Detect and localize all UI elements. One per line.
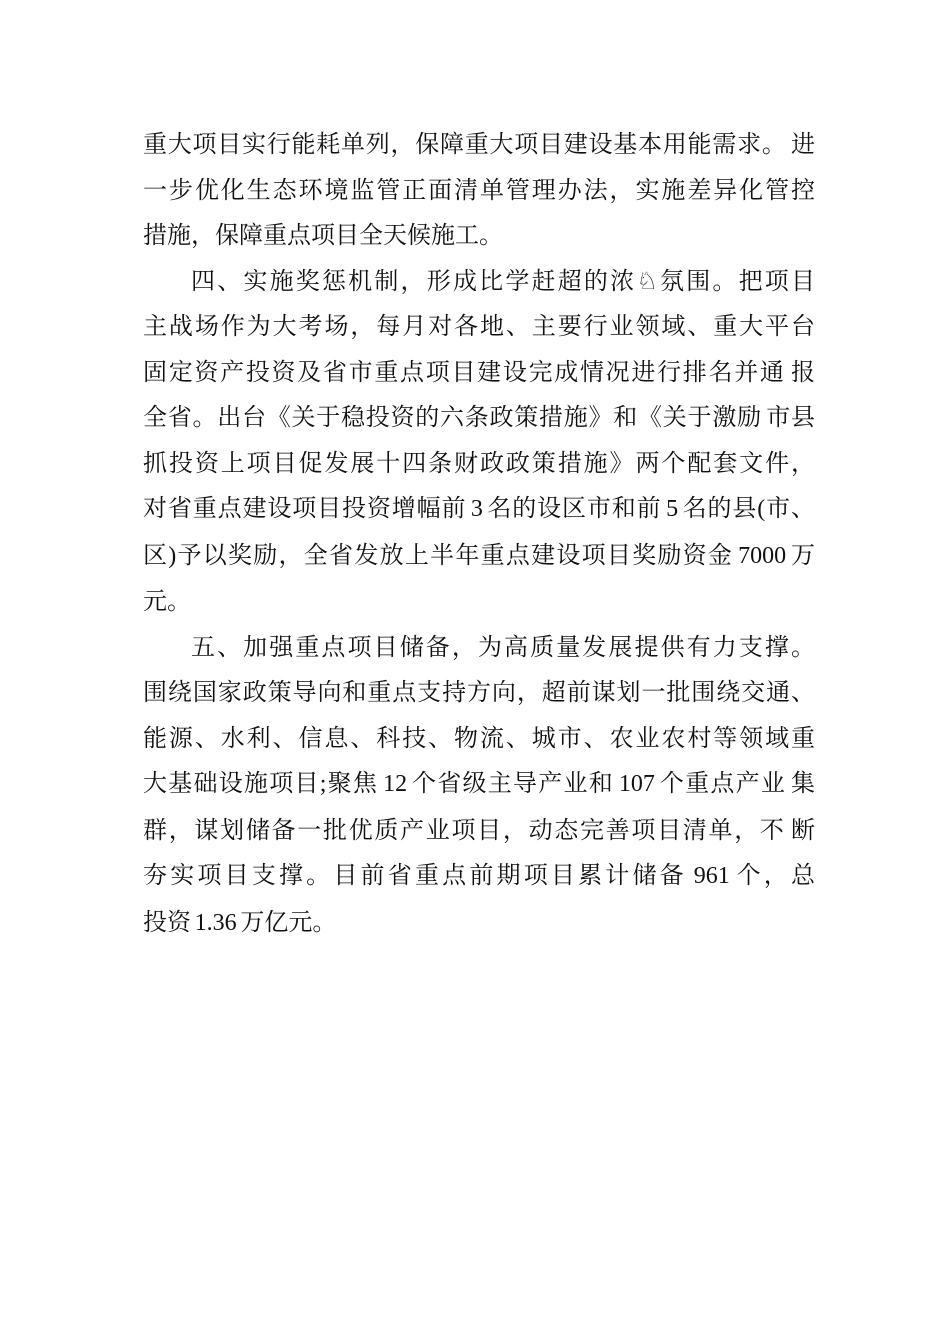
latin-numeral: ; <box>319 771 327 797</box>
latin-numeral: ( <box>757 496 766 522</box>
text-line: 重大项目实行能耗单列，保障重大项目建设基本用能需求。 进 <box>143 131 815 158</box>
latin-numeral: 961 <box>693 863 730 889</box>
text-line: 对省重点建设项目投资增幅前 3 名的设区市和前 5 名的县(市、 <box>143 495 816 522</box>
latin-numeral: 7000 <box>738 542 787 569</box>
text-line: 措施，保障重点项目全天候施工。 <box>143 222 503 249</box>
latin-numeral: 3 <box>470 496 483 522</box>
text-line: 区)予以奖励，全省发放上半年重点建设项目奖励资金 7000 万 <box>143 541 816 569</box>
paragraph <box>143 259 815 625</box>
paragraph <box>143 122 815 259</box>
text-line: 大基础设施项目;聚焦 12 个省级主导产业和 107 个重点产业 集 <box>143 770 815 797</box>
document-body <box>143 122 815 946</box>
text-line: 元。 <box>143 588 191 615</box>
text-line: 抓投资上项目促发展十四条财政政策措施》两个配套文件， <box>143 449 815 477</box>
text-line: 四、实施奖惩机制，形成比学赶超的浓♘氛围。把项目 <box>191 267 815 295</box>
text-line: 能源、水利、信息、科技、物流、城市、农业农村等领域重 <box>143 724 815 752</box>
text-line: 五、加强重点项目储备，为高质量发展提供有力支撑。 <box>191 633 815 661</box>
text-line: 夯实项目支撑。目前省重点前期项目累计储备 961 个，总 <box>143 862 815 889</box>
text-line: 群，谋划储备一批优质产业项目，动态完善项目清单，不 断 <box>143 816 815 844</box>
text-line: 一步优化生态环境监管正面清单管理办法，实施差异化管控 <box>143 176 815 204</box>
text-line: 固定资产投资及省市重点项目建设完成情况进行排名并通 报 <box>143 358 815 386</box>
latin-numeral: 107 <box>618 771 655 797</box>
latin-numeral: ) <box>168 542 177 569</box>
latin-numeral: 1.36 <box>194 909 237 936</box>
text-line: 投资 1.36 万亿元。 <box>143 908 337 936</box>
text-line: 主战场作为大考场，每月对各地、主要行业领域、重大平台 <box>143 313 815 340</box>
text-line: 全省。出台《关于稳投资的六条政策措施》和《关于激励 市县 <box>143 404 815 431</box>
latin-numeral: 5 <box>666 496 679 522</box>
text-line: 围绕国家政策导向和重点支持方向，超前谋划一批围绕交通、 <box>143 679 815 706</box>
latin-numeral: 12 <box>383 771 408 797</box>
paragraph <box>143 625 815 947</box>
